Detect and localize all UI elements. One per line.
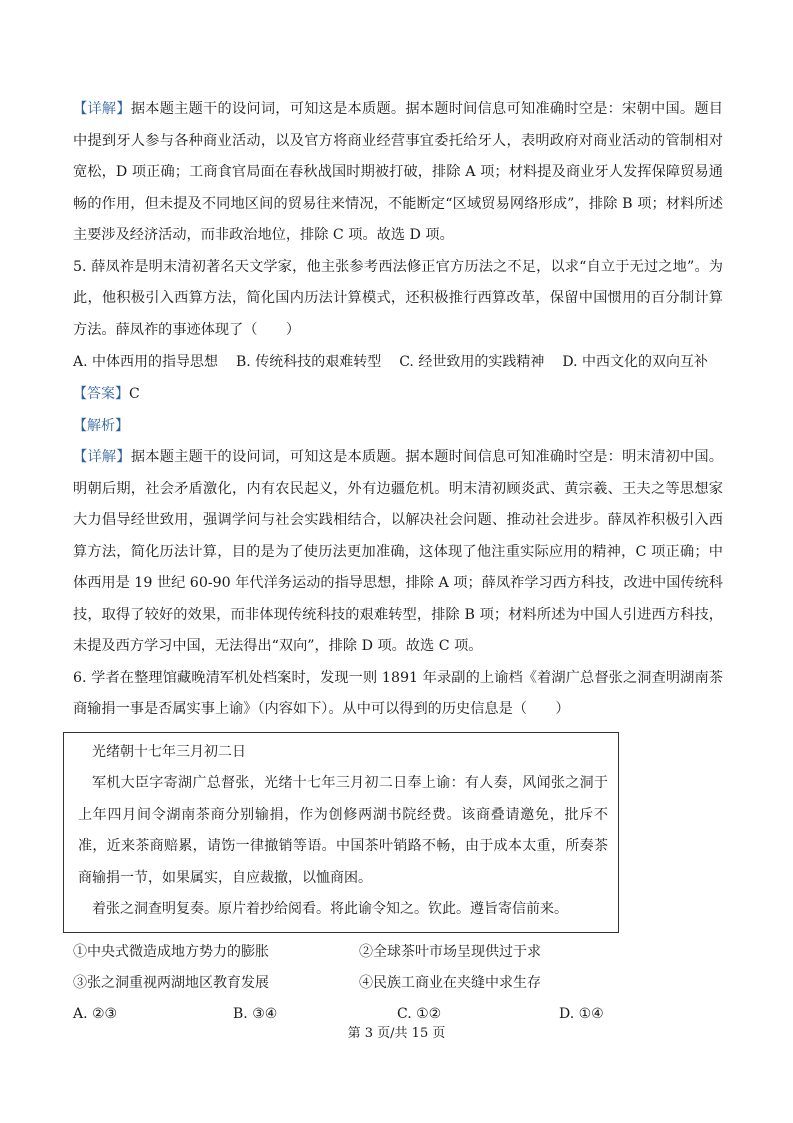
q5-option-c: C. 经世致用的实践精神	[399, 354, 545, 370]
q6-statement-1: ①中央式微造成地方势力的膨胀	[73, 943, 269, 960]
q6-statements	[73, 937, 723, 999]
q6-statement-2: ②全球茶叶市场呈现供过于求	[359, 943, 541, 960]
q5-analysis-line	[73, 410, 723, 442]
q6-option-a: A. ②③	[73, 1005, 118, 1022]
q5-option-d: D. 中西文化的双向互补	[562, 354, 708, 370]
doc-paragraph-2: 着张之洞查明复奏。原片着抄给阅看。将此谕令知之。钦此。遵旨寄信前来。	[92, 901, 568, 917]
archive-document-box	[63, 732, 619, 933]
page-content	[73, 94, 723, 1030]
q6-stem: 6. 学者在整理馆藏晚清军机处档案时，发现一则 1891 年录副的上谕档《着湖广总督张之洞查明湖南茶商输捐一事是否属实事上谕》（内容如下）。从中可以得到的历史信息是（ ）	[73, 669, 723, 717]
q6-option-c: C. ①②	[397, 1005, 442, 1022]
q5-answer-line	[73, 378, 723, 410]
q5-detail-paragraph	[73, 442, 723, 663]
q5-answer-value: C	[129, 386, 140, 402]
q4-analysis-paragraph	[73, 94, 723, 252]
q6-option-d: D. ①④	[559, 1005, 604, 1022]
page-footer: 第 3 页/共 15 页	[347, 1026, 446, 1041]
detail-tag: 【详解】	[73, 449, 131, 465]
analysis-tag: 【解析】	[73, 418, 129, 434]
doc-paragraph-1: 军机大臣字寄湖广总督张，光绪十七年三月初二日奉上谕：有人奏，风闻张之洞于上年四月间令湖南茶商分别输捐，作为创修两湖书院经费。该商叠请邀免，批斥不准，近来茶商赔累，请饬一律撤销等语。中国茶叶销路不畅，由于成本太重，所奏茶商输捐一节，如果属实，自应裁撤，以恤商困。	[78, 775, 608, 886]
doc-date: 光绪朝十七年三月初二日	[92, 743, 246, 760]
q5-detail-text: 据本题主题干的设问词，可知这是本质题。据本题时间信息可知准确时空是：明末清初中国。明朝后期，社会矛盾激化，内有农民起义，外有边疆危机。明末清初顾炎武、黄宗羲、王夫之等思想家大力倡导经世致用，强调学问与社会实践相结合，以解决社会问题、推动社会进步。薛凤祚积极引入西算方法，简化历法计算，目的是为了使历法更加准确，这体现了他注重实际应用的精神，C 项正确；中体西用是 19 世纪 60-90 年代洋务运动的指导思想，排除 A 项；薛凤祚学习西方科技，改进中国传统科技，取得了较好的效果，而非体现传统科技的艰难转型，排除 B 项；材料所述为中国人引进西方科技，未提及西方学习中国，无法得出“双向”，排除 D 项。故选 C 项。	[73, 449, 723, 654]
q5-option-a: A. 中体西用的指导思想	[73, 354, 219, 370]
detail-tag: 【详解】	[73, 101, 131, 117]
q6-option-b: B. ③④	[233, 1005, 278, 1022]
q6-statement-4: ④民族工商业在夹缝中求生存	[359, 974, 541, 991]
answer-tag: 【答案】	[73, 386, 129, 402]
q6-statement-3: ③张之洞重视两湖地区教育发展	[73, 974, 269, 991]
q5-options	[73, 346, 723, 378]
q4-analysis-text: 据本题主题干的设问词，可知这是本质题。据本题时间信息可知准确时空是：宋朝中国。题目中提到牙人参与各种商业活动，以及官方将商业经营事宜委托给牙人，表明政府对商业活动的管制相对宽松，D 项正确；工商食官局面在春秋战国时期被打破，排除 A 项；材料提及商业牙人发挥保障贸易通畅的作用，但未提及不同地区间的贸易往来情况，不能断定“区域贸易网络形成”，排除 B 项；材料所述主要涉及经济活动，而非政治地位，排除 C 项。故选 D 项。	[73, 101, 723, 243]
q5-stem: 5. 薛凤祚是明末清初著名天文学家，他主张参考西法修正官方历法之不足，以求“自立于无过之地”。为此，他积极引入西算方法，简化国内历法计算模式，还积极推行西算改革，保留中国惯用的百分制计算方法。薛凤祚的事迹体现了（ ）	[73, 258, 723, 338]
q5-option-b: B. 传统科技的艰难转型	[236, 354, 382, 370]
